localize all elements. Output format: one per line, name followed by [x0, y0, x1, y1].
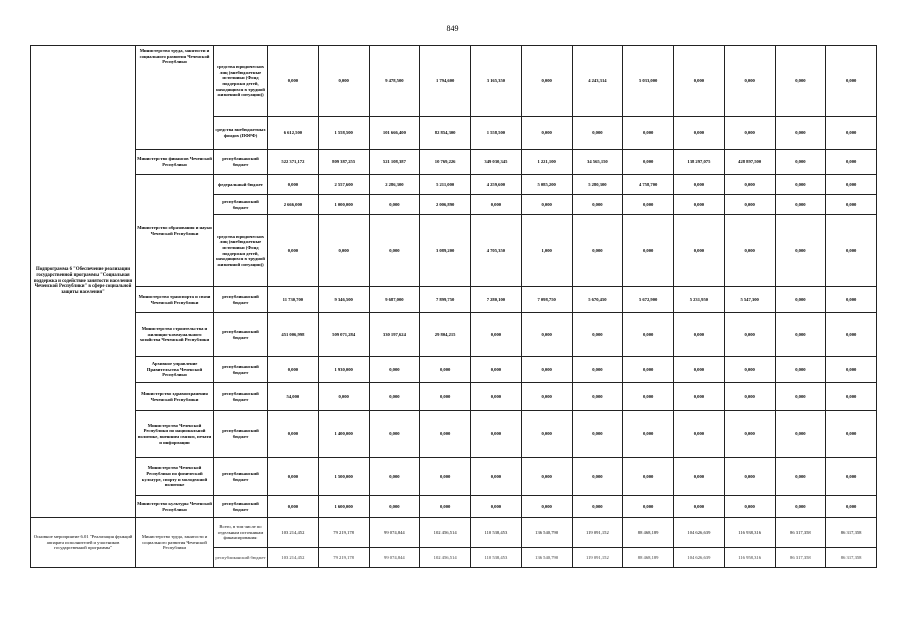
value-cell: 0,000 [572, 458, 623, 496]
value-cell: 2 286,300 [369, 175, 420, 195]
value-cell: 0,000 [826, 313, 877, 357]
value-cell: 0,000 [420, 411, 471, 458]
value-cell: 0,000 [369, 383, 420, 411]
value-cell: 116 958,316 [724, 548, 775, 568]
value-cell: 0,000 [369, 215, 420, 287]
value-cell: 0,000 [826, 496, 877, 518]
value-cell: 0,000 [724, 195, 775, 215]
value-cell: 0,000 [826, 150, 877, 175]
source-legal-entities: средства юридических лиц (внебюджетные источники (Фонд поддержки детей, находящихся в трудной жизненной ситуации)) [214, 46, 268, 117]
value-cell: 7 098,750 [521, 287, 572, 313]
value-cell: 0,000 [775, 150, 826, 175]
value-cell: 0,000 [775, 175, 826, 195]
value-cell: 102 456,514 [420, 548, 471, 568]
value-cell: 0,000 [268, 458, 319, 496]
value-cell: 0,000 [623, 383, 674, 411]
value-cell: 54,000 [268, 383, 319, 411]
value-cell: 0,000 [318, 383, 369, 411]
executor-sport-ministry: Министерство Чеченской Республики по физической культуре, спорту и молодежной политике [136, 458, 214, 496]
value-cell: 0,000 [826, 383, 877, 411]
value-cell: 0,000 [318, 46, 369, 117]
value-cell: 0,000 [623, 458, 674, 496]
value-cell: 5 085,200 [521, 175, 572, 195]
value-cell: 0,000 [572, 496, 623, 518]
main-event-executor: Министерство труда, занятости и социального развития Чеченской Республики [136, 518, 214, 568]
source-republic-budget: республиканский бюджет [214, 383, 268, 411]
value-cell: 5 231,950 [674, 287, 725, 313]
value-cell: 5 033,000 [623, 46, 674, 117]
table-row [31, 518, 877, 548]
value-cell: 0,000 [724, 46, 775, 117]
value-cell: 0,000 [775, 496, 826, 518]
value-cell: 1 221,100 [521, 150, 572, 175]
value-cell: 119 091,152 [572, 518, 623, 548]
value-cell: 0,000 [471, 496, 522, 518]
source-republic-budget: республиканский бюджет [214, 357, 268, 383]
value-cell: 0,000 [775, 195, 826, 215]
value-cell: 0,000 [674, 117, 725, 150]
value-cell: 0,000 [572, 383, 623, 411]
value-cell: 1 000,000 [318, 195, 369, 215]
source-republic-budget: республиканский бюджет [214, 496, 268, 518]
value-cell: 5 672,900 [623, 287, 674, 313]
value-cell: 34 565,150 [572, 150, 623, 175]
value-cell: 86 317,358 [775, 548, 826, 568]
source-federal-budget: федеральный бюджет [214, 175, 268, 195]
value-cell: 0,000 [471, 195, 522, 215]
value-cell: 0,000 [471, 357, 522, 383]
value-cell: 809 387,255 [318, 150, 369, 175]
value-cell: 0,000 [521, 496, 572, 518]
value-cell: 0,000 [369, 411, 420, 458]
value-cell: 0,000 [775, 287, 826, 313]
value-cell: 0,000 [826, 175, 877, 195]
value-cell: 0,000 [268, 496, 319, 518]
value-cell: 0,000 [775, 46, 826, 117]
value-cell: 1 794,600 [420, 46, 471, 117]
value-cell: 0,000 [826, 215, 877, 287]
value-cell: 1 558,500 [471, 117, 522, 150]
value-cell: 0,000 [471, 383, 522, 411]
value-cell: 0,000 [521, 313, 572, 357]
value-cell: 104 626,639 [674, 548, 725, 568]
value-cell: 0,000 [369, 195, 420, 215]
source-offbudget-funds: средства внебюджетных фондов (ПФРФ) [214, 117, 268, 150]
value-cell: 0,000 [572, 313, 623, 357]
value-cell: 0,000 [268, 46, 319, 117]
value-cell: 0,000 [623, 496, 674, 518]
table-row [31, 383, 877, 411]
value-cell: 0,000 [471, 411, 522, 458]
value-cell: 3 165,350 [471, 46, 522, 117]
source-republic-budget: республиканский бюджет [214, 287, 268, 313]
value-cell: 103 214,452 [268, 518, 319, 548]
value-cell: 349 030,345 [471, 150, 522, 175]
value-cell: 0,000 [674, 215, 725, 287]
value-cell: 0,000 [775, 458, 826, 496]
value-cell: 6 612,500 [268, 117, 319, 150]
value-cell: 136 540,790 [521, 548, 572, 568]
value-cell: 0,000 [826, 411, 877, 458]
source-republic-budget: республиканский бюджет [214, 313, 268, 357]
value-cell: 0,000 [521, 458, 572, 496]
executor-education-ministry: Министерство образования и науки Чеченской Республики [136, 175, 214, 287]
value-cell: 0,000 [623, 215, 674, 287]
value-cell: 0,000 [521, 357, 572, 383]
value-cell: 0,000 [775, 357, 826, 383]
value-cell: 101 666,400 [369, 117, 420, 150]
executor-finance-ministry: Министерство финансов Чеченской Республики [136, 150, 214, 175]
source-republic-budget: республиканский бюджет [214, 195, 268, 215]
budget-table [30, 45, 877, 568]
value-cell: 0,000 [369, 458, 420, 496]
executor-culture-ministry: Министерство культуры Чеченской Республики [136, 496, 214, 518]
value-cell: 0,000 [826, 458, 877, 496]
value-cell: 104 626,639 [674, 518, 725, 548]
value-cell: 0,000 [674, 496, 725, 518]
executor-labor-ministry: Министерство труда, занятости и социального развития Чеченской Республики [136, 46, 214, 150]
value-cell: 330 197,624 [369, 313, 420, 357]
value-cell: 428 897,500 [724, 150, 775, 175]
value-cell: 10 769,226 [420, 150, 471, 175]
value-cell: 0,000 [420, 383, 471, 411]
value-cell: 0,000 [724, 458, 775, 496]
value-cell: 0,000 [572, 411, 623, 458]
value-cell: 79 219,178 [318, 518, 369, 548]
value-cell: 1 500,000 [318, 458, 369, 496]
value-cell: 82 854,300 [420, 117, 471, 150]
value-cell: 79 219,178 [318, 548, 369, 568]
value-cell: 138 297,075 [674, 150, 725, 175]
value-cell: 9 346,500 [318, 287, 369, 313]
value-cell: 0,000 [775, 383, 826, 411]
executor-archive-department: Архивное управление Правительства Чеченской Республики [136, 357, 214, 383]
value-cell: 0,000 [572, 357, 623, 383]
value-cell: 0,000 [369, 496, 420, 518]
value-cell: 88 468,189 [623, 548, 674, 568]
value-cell: 1 400,000 [318, 411, 369, 458]
main-event-title: Основное мероприятие 6.01 "Реализация функций аппарата исполнителей и участников государственной программы" [31, 518, 136, 568]
value-cell: 0,000 [724, 313, 775, 357]
value-cell: 0,000 [724, 215, 775, 287]
value-cell: 0,000 [724, 496, 775, 518]
table-row [31, 175, 877, 195]
value-cell: 110 538,453 [471, 548, 522, 568]
value-cell: 0,000 [521, 411, 572, 458]
value-cell: 0,000 [775, 313, 826, 357]
value-cell: 0,000 [724, 357, 775, 383]
value-cell: 0,000 [826, 46, 877, 117]
value-cell: 7 280,100 [471, 287, 522, 313]
value-cell: 5 547,300 [724, 287, 775, 313]
value-cell: 0,000 [268, 215, 319, 287]
program-title: Подпрограмма 6 "Обеспечение реализации государственной программы "Социальная поддержка и содействие занятости населения Чеченской Республики" в сфере социальной защиты населения" [31, 46, 136, 518]
value-cell: 86 317,358 [775, 518, 826, 548]
value-cell: 119 091,152 [572, 548, 623, 568]
value-cell: 0,000 [521, 46, 572, 117]
value-cell: 0,000 [674, 383, 725, 411]
value-cell: 0,000 [471, 458, 522, 496]
value-cell: 5 670,450 [572, 287, 623, 313]
value-cell: 0,000 [674, 458, 725, 496]
value-cell: 522 371,172 [268, 150, 319, 175]
value-cell: 0,000 [521, 383, 572, 411]
value-cell: 0,000 [268, 357, 319, 383]
value-cell: 0,000 [674, 411, 725, 458]
value-cell: 3 089,200 [420, 215, 471, 287]
value-cell: 0,000 [724, 117, 775, 150]
value-cell: 102 456,514 [420, 518, 471, 548]
value-cell: 0,000 [674, 175, 725, 195]
value-cell: 5 211,000 [420, 175, 471, 195]
value-cell: 103 214,452 [268, 548, 319, 568]
value-cell: 0,000 [471, 313, 522, 357]
value-cell: 86 317,358 [826, 548, 877, 568]
source-republic-budget: республиканский бюджет [214, 548, 268, 568]
value-cell: 4 243,314 [572, 46, 623, 117]
source-republic-budget: республиканский бюджет [214, 411, 268, 458]
value-cell: 9 478,500 [369, 46, 420, 117]
value-cell: 1 600,000 [318, 496, 369, 518]
table-row [31, 357, 877, 383]
table-row [31, 287, 877, 313]
value-cell: 2 557,600 [318, 175, 369, 195]
executor-transport-ministry: Министерство транспорта и связи Чеченской Республики [136, 287, 214, 313]
value-cell: 0,000 [268, 175, 319, 195]
value-cell: 2 666,000 [268, 195, 319, 215]
source-total: Всего, в том числе по отдельным источникам финансирования: [214, 518, 268, 548]
value-cell: 7 899,750 [420, 287, 471, 313]
value-cell: 0,000 [724, 383, 775, 411]
value-cell: 4 259,600 [471, 175, 522, 195]
value-cell: 0,000 [572, 195, 623, 215]
value-cell: 0,000 [318, 215, 369, 287]
executor-health-ministry: Министерство здравоохранения Чеченской Республики [136, 383, 214, 411]
value-cell: 0,000 [623, 117, 674, 150]
table-row [31, 150, 877, 175]
value-cell: 0,000 [623, 150, 674, 175]
value-cell: 0,000 [420, 458, 471, 496]
value-cell: 1 930,000 [318, 357, 369, 383]
value-cell: 0,000 [826, 117, 877, 150]
value-cell: 0,000 [623, 357, 674, 383]
executor-construction-ministry: Министерство строительства и жилищно-коммунального хозяйства Чеченской Республики [136, 313, 214, 357]
value-cell: 0,000 [623, 195, 674, 215]
value-cell: 5 280,300 [572, 175, 623, 195]
value-cell: 0,000 [674, 313, 725, 357]
value-cell: 0,000 [775, 215, 826, 287]
source-republic-budget: республиканский бюджет [214, 150, 268, 175]
page-number: 849 [446, 24, 459, 33]
value-cell: 1,000 [521, 215, 572, 287]
value-cell: 0,000 [826, 357, 877, 383]
value-cell: 88 468,189 [623, 518, 674, 548]
value-cell: 0,000 [674, 357, 725, 383]
value-cell: 136 540,790 [521, 518, 572, 548]
value-cell: 0,000 [724, 411, 775, 458]
value-cell: 0,000 [826, 195, 877, 215]
value-cell: 4 705,350 [471, 215, 522, 287]
table-row [31, 496, 877, 518]
value-cell: 509 071,284 [318, 313, 369, 357]
value-cell: 99 074,844 [369, 548, 420, 568]
value-cell: 451 006,998 [268, 313, 319, 357]
value-cell: 0,000 [674, 195, 725, 215]
value-cell: 0,000 [521, 117, 572, 150]
value-cell: 0,000 [775, 411, 826, 458]
value-cell: 0,000 [420, 357, 471, 383]
value-cell: 116 938,316 [724, 518, 775, 548]
value-cell: 11 730,700 [268, 287, 319, 313]
value-cell: 2 006,890 [420, 195, 471, 215]
value-cell: 99 074,844 [369, 518, 420, 548]
value-cell: 110 538,453 [471, 518, 522, 548]
value-cell: 0,000 [826, 287, 877, 313]
value-cell: 0,000 [623, 313, 674, 357]
value-cell: 0,000 [521, 195, 572, 215]
value-cell: 0,000 [572, 117, 623, 150]
value-cell: 1 558,500 [318, 117, 369, 150]
value-cell: 29 804,215 [420, 313, 471, 357]
value-cell: 0,000 [420, 496, 471, 518]
executor-national-policy-ministry: Министерство Чеченской Республики по национальной политике, внешним связям, печати и информации [136, 411, 214, 458]
table-row [31, 411, 877, 458]
value-cell: 0,000 [369, 357, 420, 383]
table-row [31, 458, 877, 496]
value-cell: 4 758,700 [623, 175, 674, 195]
value-cell: 0,000 [572, 215, 623, 287]
value-cell: 0,000 [674, 46, 725, 117]
value-cell: 86 317,358 [826, 518, 877, 548]
table-row [31, 46, 877, 117]
source-legal-entities: средства юридических лиц (внебюджетные источники (Фонд поддержки детей, находящихся в трудной жизненной ситуации)) [214, 215, 268, 287]
value-cell: 9 687,000 [369, 287, 420, 313]
value-cell: 0,000 [775, 117, 826, 150]
source-republic-budget: республиканский бюджет [214, 458, 268, 496]
value-cell: 0,000 [623, 411, 674, 458]
table-row [31, 313, 877, 357]
value-cell: 0,000 [268, 411, 319, 458]
value-cell: 521 108,387 [369, 150, 420, 175]
value-cell: 0,000 [724, 175, 775, 195]
